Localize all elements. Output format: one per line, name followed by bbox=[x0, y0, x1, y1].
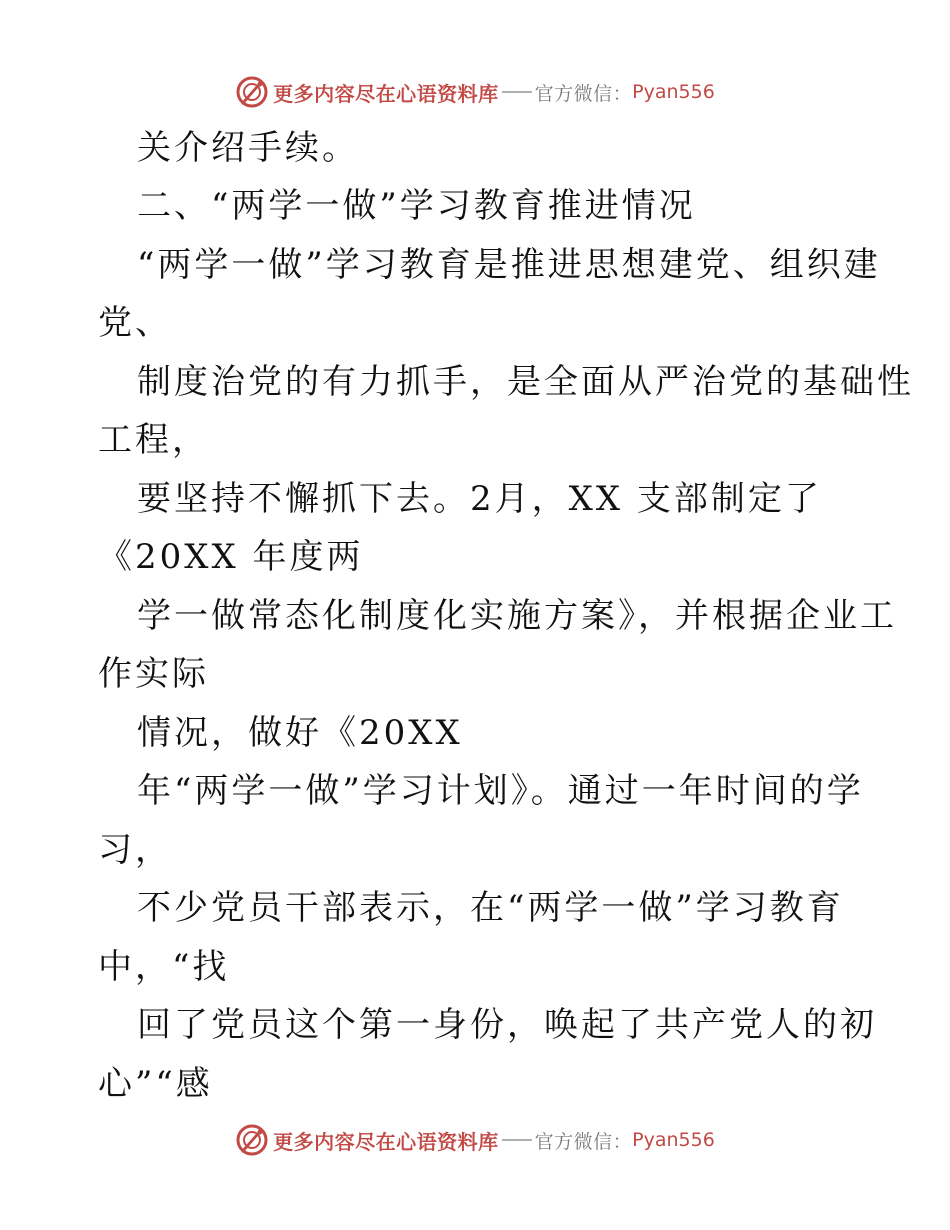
body-line: 不少党员干部表示，在“两学一做”学习教育 bbox=[137, 888, 844, 928]
header-banner-wechat: Pyan556 bbox=[632, 81, 715, 103]
body-line: 心”“感 bbox=[98, 1064, 213, 1104]
brand-logo-icon bbox=[235, 1123, 269, 1157]
footer-banner-divider bbox=[502, 1139, 532, 1141]
body-line: 年“两学一做”学习计划》。通过一年时间的学 bbox=[137, 771, 864, 811]
body-line: 情况，做好《20XX bbox=[137, 713, 463, 753]
body-line: 《20XX 年度两 bbox=[98, 537, 364, 577]
body-line: 制度治党的有力抓手，是全面从严治党的基础性 bbox=[137, 362, 914, 402]
body-line: 要坚持不懈抓下去。2月，XX 支部制定了 bbox=[137, 479, 822, 519]
body-line: 关介绍手续。 bbox=[137, 128, 359, 168]
body-line: 作实际 bbox=[98, 654, 209, 694]
footer-banner-suffix: 官方微信： bbox=[534, 1130, 633, 1153]
footer-banner-wechat: Pyan556 bbox=[632, 1129, 715, 1151]
body-line: 习， bbox=[98, 830, 172, 870]
footer-banner bbox=[0, 1120, 950, 1160]
header-banner-text: 更多内容尽在心语资料库 bbox=[273, 81, 499, 106]
body-line: 中，“找 bbox=[98, 947, 230, 987]
body-line: 党、 bbox=[98, 303, 172, 343]
footer-banner-text: 更多内容尽在心语资料库 bbox=[273, 1129, 499, 1154]
header-banner-suffix: 官方微信： bbox=[534, 82, 633, 105]
section-heading: 二、“两学一做”学习教育推进情况 bbox=[137, 186, 696, 226]
body-line: “两学一做”学习教育是推进思想建党、组织建 bbox=[137, 245, 881, 285]
body-line: 回了党员这个第一身份，唤起了共产党人的初 bbox=[137, 1005, 877, 1045]
body-line: 工程， bbox=[98, 420, 209, 460]
body-line: 学一做常态化制度化实施方案》，并根据企业工 bbox=[137, 596, 897, 636]
